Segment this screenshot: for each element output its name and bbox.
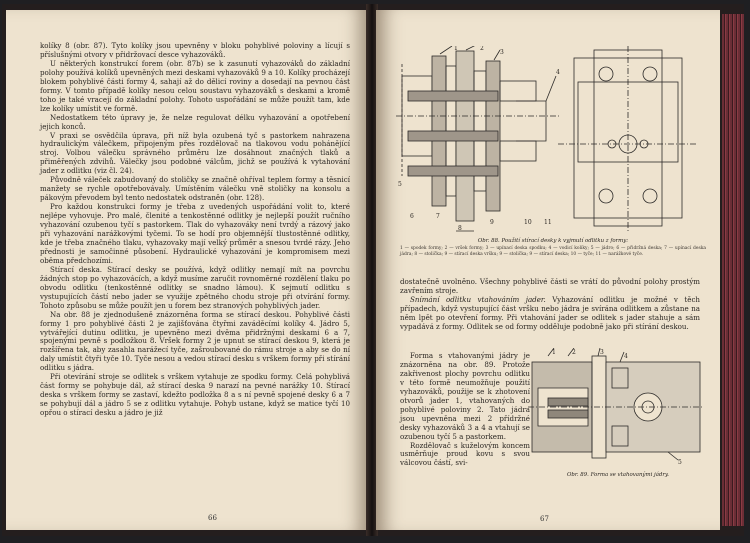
left-page [6, 10, 368, 530]
figure-89-label: 4 [624, 353, 628, 360]
paragraph: Nedostatkem této úpravy je, že nelze regulovat délku vyhazování a opotřebení jejich konců. [40, 112, 350, 131]
figure-89-label: 5 [678, 459, 682, 466]
paragraph: Při otevírání stroje se odlitek s vrškem vytahuje ze spodku formy. Celá pohyblivá část formy se pohybuje dál, až stírací deska 9 narazí na pevné narážky 10. Stírací deska s vrškem formy se zastaví, kdežto podložka 8 a s ní pevně spojené desky 6 a 7 se pohybují dál a jádro 5 se z odlitku vytahuje. Pohyb ustane, když se matice tyčí 10 opřou o stírací desku a jádro je již [40, 372, 350, 418]
paragraph: kolíky 8 (obr. 87). Tyto kolíky jsou upevněny v bloku pohyblivé poloviny a lícují s příslušnými otvory v přidržovací desce vyhazováků. [40, 41, 350, 59]
paragraph: Stírací deska. Stírací desky se používá, když odlitky nemají mít na povrchu žádných stop po vyhazovácích, a když musíme zaručit rovnoměrné rozdělení tlaku po obvodu odlitku (tenkostěnné odlitky se snadno lámou). K sejmutí odlitku s vystupujících částí nebo jader se využije zpětného chodu stroje při otvírání formy. Tohoto způsobu se může použít jen u forem bez stranových pohyblivých jader. [40, 264, 350, 310]
page-edges [722, 14, 744, 526]
page-number-right: 67 [540, 515, 549, 523]
figure-88-label: 1 [454, 46, 458, 52]
figure-88-label: 9 [490, 219, 494, 226]
paragraph: dostatečně uvolněno. Všechny pohyblivé části se vrátí do původní polohy prostým zavřením stroje. [400, 277, 700, 295]
right-page-text-column [400, 352, 530, 468]
figure-89-drawing [528, 348, 704, 466]
paragraph: Původně váleček zabudovaný do stoličky se značně ohříval teplem formy a těsnicí manžety se rychle opotřebovávaly. Umístěním válečku vně stoličky na konsolu a pákovým převodem byl tento nedostatek odstraněn (obr. 128). [40, 175, 350, 203]
open-book [2, 4, 744, 536]
figure-88-label: 11 [544, 219, 552, 226]
figure-88-caption: Obr. 88. Použití stírací desky k vyjmutí odlitku z formy: [477, 238, 629, 244]
figure-88-label: 2 [480, 46, 484, 52]
paragraph: Vyhazování odlitku je možné v těch případech, když vystupující část vršku nebo jádra je svírána odlitkem a zůstane na něm lpět po otevření formy. Při vtahování jader se odlitek s jader stahuje a sám vypadává z formy. Odlitek se od formy odděluje podobně jako při stírání deskou. [400, 294, 700, 331]
paragraph-with-heading [400, 296, 700, 332]
figure-89-label: 1 [552, 349, 556, 356]
figure-88-label: 7 [436, 213, 440, 220]
paragraph: Na obr. 88 je zjednodušeně znázorněna forma se stírací deskou. Pohyblivé části formy 1 pro pohyblivé části 2 je zajišťována čtyřmi zaváděcími kolíky 4. Jádro 5, vytvářející dutinu odlitku, je upevněno mezi dvěma přidržnými deskami 6 a 7, spojenými pevně s podložkou 8. Vršek formy 2 je upnut se stírací deskou 9, která je rozšířena tak, aby zasahla narážecí tyče, zašroubované do rámu stroje a aby se do ní daly umístit čtyři tyče 10. Tyče nesou a vedou stírací desku s vrškem formy při stírání odlitku s jádra. [40, 309, 350, 373]
figure-88-label: 4 [556, 69, 560, 76]
figure-89-label: 2 [572, 349, 576, 356]
figure-88-label: 6 [410, 213, 414, 220]
right-page [376, 10, 720, 530]
figure-88-label: 3 [500, 49, 504, 56]
left-page-text [40, 42, 350, 418]
figure-88-legend: 1 — spodek formy; 2 — vršek formy; 3 — upínací deska spodku; 4 — vodicí kolíky; 5 — jádro; 6 — přidržná deska; 7 — upínací deska jádra; 8 — stolička; 9 — stírací deska vršku; 9 — stolička; 9 — stírací deska; 10 — tyče; 11 — narážkové tyče. [400, 246, 706, 257]
figure-88-label: 10 [524, 219, 532, 226]
paragraph: U některých konstrukcí forem (obr. 87b) se k zasunutí vyhazováků do základní polohy používá kolíků upevněných mezi deskami vyhazováků 9 a 10. Kolíky procházejí blokem pohyblivé části formy 4, sahají až do dělicí roviny a dosedají na pevnou část formy. V tomto případě kolíky nesou celou soustavu vyhazováků s deskami a kromě toho je také vracejí do základní polohy. Tohoto uspořádání se může použít tam, kde lze kolíky umístit ve formě. [40, 58, 350, 113]
section-heading: Snímání odlitku vtahováním jader. [410, 294, 546, 304]
figure-89-label: 3 [600, 349, 604, 356]
paragraph: Forma s vtahovanými jádry je znázorněna na obr. 89. Protože zakřivenost plochy povrchu odlitku v této formě neumožňuje použití vyhazováků, použije se k zhotovení otvorů jader 1, vtahovaných do pohyblivé poloviny 2. Tato jádra jsou upevněna mezi 2 přídržné desky vyhazováků 3 a 4 a vtahují se ozubenou tyčí 5 a pastorkem. [400, 351, 530, 441]
figure-88-label: 5 [398, 181, 402, 188]
paragraph: V praxi se osvědčila úprava, při níž byla ozubená tyč s pastorkem nahrazena hydraulickým válečkem, připojeným přes rozdělovač na tlakovou vodu pohánějící stroj. Volbou válečku správného průměru lze dosáhnout značných tlaků a přiměřených zdvihů. Válečky jsou podobné válcům, jichž se používá k vytahování jader z odlitku (viz čl. 24). [40, 130, 350, 176]
right-page-text-top [400, 278, 700, 332]
paragraph: Rozdělovač s kuželovým koncem usměrňuje proud kovu s svou válcovou částí, svi- [400, 440, 530, 468]
figure-89-caption: Obr. 89. Forma se vtahovanými jádry. [567, 472, 669, 478]
figure-88-label: 8 [458, 225, 462, 232]
figure-88-drawing [396, 46, 708, 236]
paragraph: Pro každou konstrukci formy je třeba z uvedených uspořádání volit to, které nejlépe vyhovuje. Pro malé, členité a tenkostěnné odlitky je nejlepší použít ručního vyhazování ozubenou tyčí s pastorkem. Tlak do vyhazováky není tvrdý a rázový jako při vyhazování narážkovými tyčemi. To se hodí pro objemnější tlustostěnné odlitky, kde je třeba značného tlaku, vyhazovaky mají velký průměr a snesou tvrdé rázy. Jeho přednosti je samočinné působení. Hydraulické vyhazování je kompromisem mezi oběma předchozími. [40, 202, 350, 265]
page-number-left: 66 [208, 514, 217, 522]
